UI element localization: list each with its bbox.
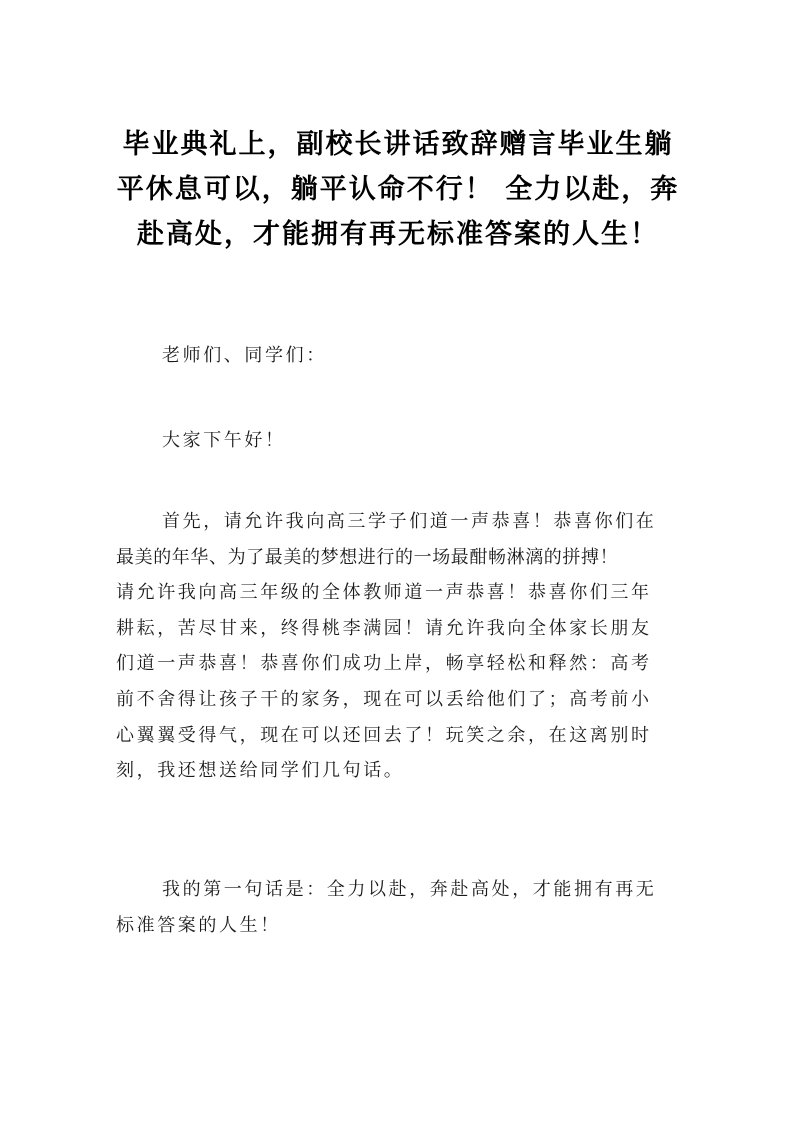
- title-line: 毕业典礼上，副校长讲话致辞赠言毕业生躺: [122, 129, 674, 160]
- salutation-paragraph: [116, 338, 682, 374]
- paragraph-line: 前不舍得让孩子干的家务，现在可以丢给他们了；高考前小: [116, 688, 652, 710]
- paragraph-line: 老师们、同学们：: [162, 345, 327, 366]
- paragraph-line: 首先，请允许我向高三学子们道一声恭喜！恭喜你们在: [162, 511, 657, 532]
- paragraph-line: 大家下午好！: [162, 430, 286, 451]
- congratulations-paragraph: [116, 504, 682, 789]
- first-saying-paragraph: [116, 872, 682, 943]
- document-title: [112, 122, 684, 257]
- paragraph-line: 耕耘，苦尽甘来，终得桃李满园！请允许我向全体家长朋友: [116, 617, 652, 639]
- paragraph-line: 标准答案的人生！: [116, 914, 281, 936]
- paragraph-line: 们道一声恭喜！恭喜你们成功上岸，畅享轻松和释然：高考: [116, 653, 652, 675]
- greeting-paragraph: [116, 423, 682, 459]
- paragraph-line: 最美的年华、为了最美的梦想进行的一场最酣畅淋漓的拼搏！: [116, 546, 619, 568]
- title-line: 赴高处，才能拥有再无标准答案的人生！: [137, 219, 659, 250]
- paragraph-line: 刻，我还想送给同学们几句话。: [116, 760, 405, 782]
- paragraph-line: 心翼翼受得气，现在可以还回去了！玩笑之余，在这离别时: [116, 724, 652, 746]
- title-line: 平休息可以，躺平认命不行！ 全力以赴，奔: [116, 174, 680, 205]
- paragraph-line: 我的第一句话是：全力以赴，奔赴高处，才能拥有再无: [162, 879, 657, 900]
- paragraph-line: 请允许我向高三年级的全体教师道一声恭喜！恭喜你们三年: [116, 582, 652, 604]
